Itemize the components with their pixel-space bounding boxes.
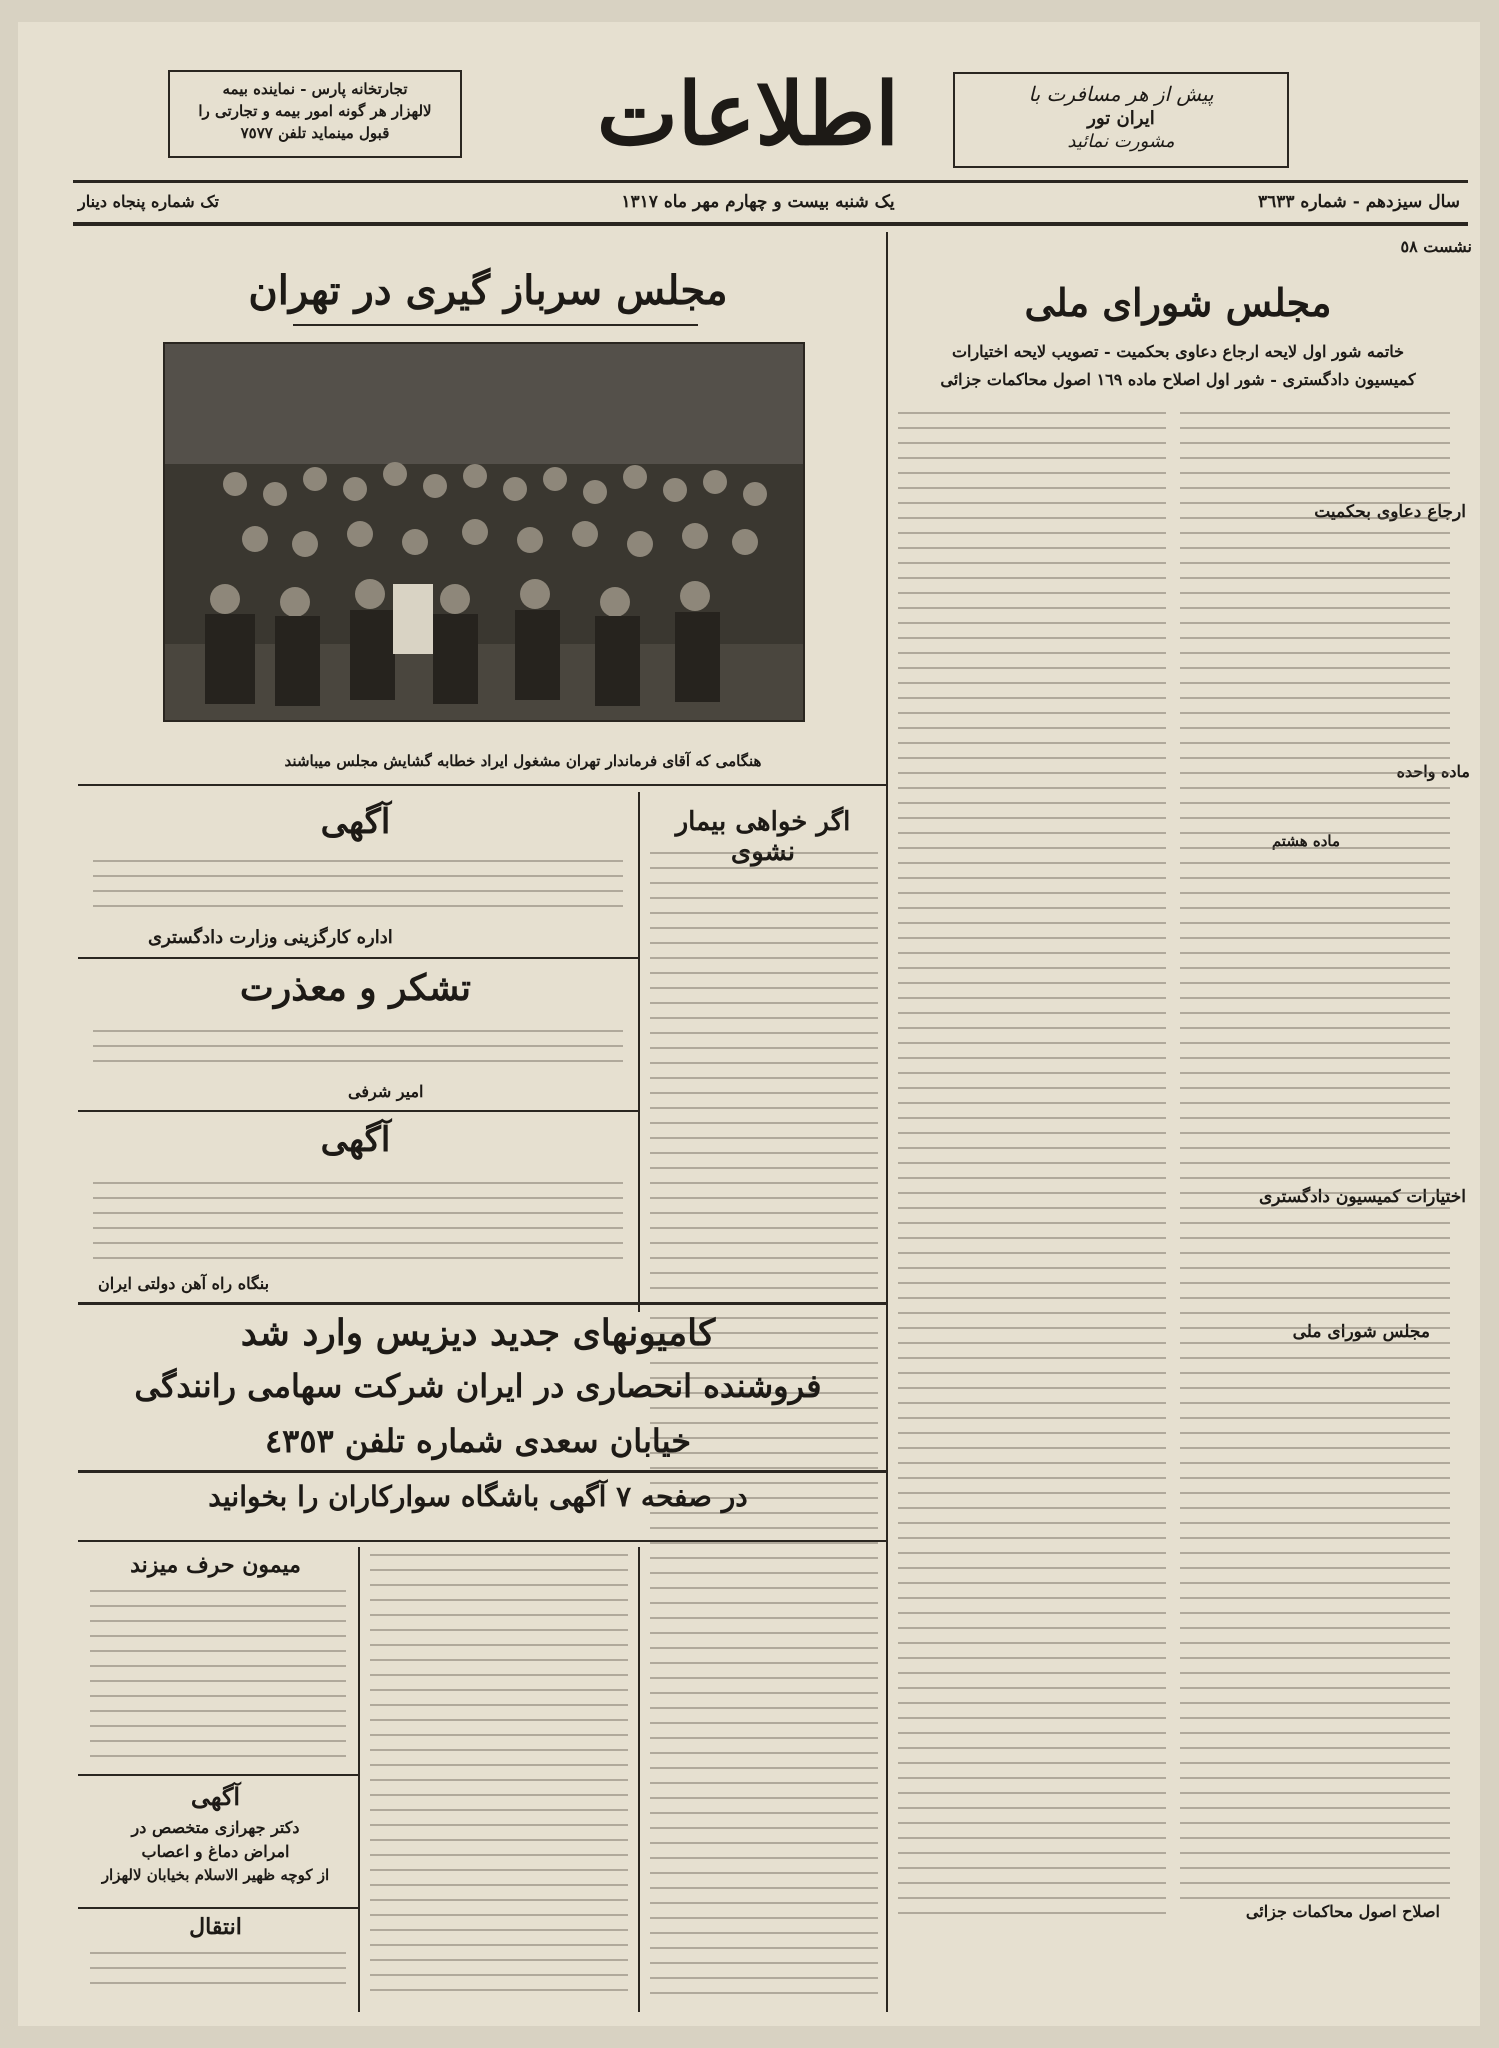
maymun-title: میمون حرف میزند (130, 1552, 301, 1578)
column-article-title: اگر خواهی بیمار نشوی (675, 807, 851, 867)
doctor-line-3: از کوچه ظهیر الاسلام بخیابان لالهزار (101, 1866, 330, 1884)
maymun-body (90, 1590, 346, 1768)
session-number: نشست ٥٨ (1400, 237, 1472, 256)
subhead-criminal-procedure: اصلاح اصول محاکمات جزائی (1245, 1902, 1440, 1921)
thanks-body (93, 1030, 623, 1082)
ad1-footer: اداره کارگزینی وزارت دادگستری (148, 927, 393, 948)
subhead-majlis: مجلس شورای ملی (1292, 1322, 1430, 1342)
ad2-rule (78, 1302, 886, 1305)
subhead-arbitration: ارجاع دعاوی بحکمیت (1314, 502, 1466, 522)
transfer-title: انتقال (189, 1914, 242, 1940)
middle-lower-body (370, 1554, 628, 2004)
ad1-title: آگهی (320, 802, 391, 842)
parliament-body-left (898, 412, 1166, 2002)
newspaper-page (18, 22, 1480, 2026)
masthead-rule-bottom (73, 222, 1468, 226)
ad2-title: آگهی (320, 1120, 391, 1160)
left-ad-line-2: لالهزار هر گونه امور بیمه و تجارتی را (198, 102, 432, 120)
assembly-photo (163, 342, 805, 722)
parliament-body-right (1180, 412, 1450, 2002)
right-ad-line-1: پیش از هر مسافرت با (1028, 82, 1214, 106)
left-ad-line-1: تجارتخانه پارس - نماینده بیمه (222, 80, 408, 98)
dateline-date: یک شنبه بیست و چهارم مهر ماه ١٣١٧ (621, 192, 895, 212)
right-ad-line-2: ایران تور (1087, 108, 1155, 129)
column-divider-left (358, 1547, 360, 2012)
doctor-line-2: امراض دماغ و اعصاب (141, 1842, 290, 1861)
subhead-article-8: ماده هشتم (1271, 832, 1340, 850)
ad1-body (93, 860, 623, 922)
masthead-title: اطلاعات (596, 64, 900, 165)
club-banner: در صفحه ٧ آگهی باشگاه سوارکاران را بخوانید (208, 1480, 748, 1513)
ad1-rule (78, 957, 638, 959)
column-divider-mid-lower (638, 1547, 640, 2012)
doctor-title: آگهی (190, 1782, 241, 1811)
subhead-single-article: ماده واحده (1396, 762, 1470, 781)
photo-section-rule (78, 784, 886, 786)
parliament-title: مجلس شورای ملی (1024, 280, 1332, 325)
ad2-body (93, 1182, 623, 1272)
left-ad-box (168, 70, 462, 158)
photo-story-title: مجلس سرباز گیری در تهران (248, 267, 728, 314)
transfer-body (90, 1952, 346, 2002)
masthead-rule-top (73, 180, 1468, 183)
club-rule (78, 1540, 886, 1542)
assembly-photo-image (165, 344, 803, 720)
photo-caption: هنگامی که آقای فرماندار تهران مشغول ایراد خطابه گشایش مجلس میباشند (284, 752, 762, 770)
parliament-subtitle-1: خاتمه شور اول لایحه ارجاع دعاوی بحکمیت - تصویب لایحه اختیارات (951, 342, 1405, 361)
thanks-rule (78, 1110, 638, 1112)
trucks-rule (78, 1470, 886, 1473)
trucks-line-2: فروشنده انحصاری در ایران شرکت سهامی رانندگی (134, 1367, 822, 1405)
dateline-price: تک شماره پنجاه دینار (78, 192, 219, 211)
doctor-rule (78, 1907, 358, 1909)
column-divider-mid (638, 792, 640, 1312)
thanks-signature: امیر شرفی (348, 1082, 424, 1101)
maymun-rule (78, 1774, 358, 1776)
column-divider-right (886, 232, 888, 2012)
subhead-commission: اختیارات کمیسیون دادگستری (1259, 1187, 1466, 1207)
ad2-footer: بنگاه راه آهن دولتی ایران (98, 1274, 270, 1293)
trucks-line-3: خیابان سعدی شماره تلفن ٤٣٥٣ (264, 1422, 692, 1460)
parliament-subtitle-2: کمیسیون دادگستری - شور اول اصلاح ماده ١٦٩ اصول محاکمات جزائی (940, 370, 1416, 389)
right-ad-box (953, 72, 1289, 168)
right-ad-line-3: مشورت نمائید (1067, 131, 1175, 152)
dateline-volume: سال سیزدهم - شماره ٣٦٣٣ (1257, 192, 1460, 212)
doctor-line-1: دکتر جهرازی متخصص در (131, 1818, 300, 1837)
photo-title-underline (293, 324, 698, 326)
trucks-line-1: کامیونهای جدید دیزیس وارد شد (240, 1312, 716, 1354)
left-ad-line-3: قبول مینماید تلفن ٧٥٧٧ (240, 124, 390, 142)
thanks-title: تشکر و معذرت (239, 967, 472, 1009)
